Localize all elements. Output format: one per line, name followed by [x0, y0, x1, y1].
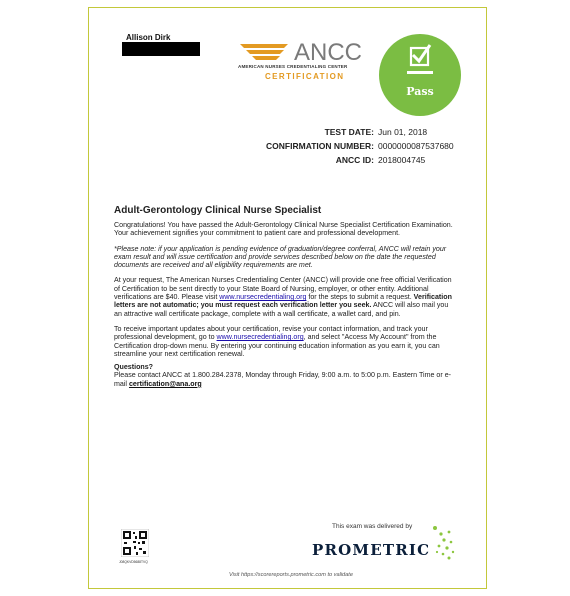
pass-label: Pass	[406, 85, 434, 98]
pass-badge	[379, 34, 461, 116]
congrats-paragraph: Congratulations! You have passed the Adult-Gerontology Clinical Nurse Specialist Certification Examination. Your achievement signifies your commitment to patient care and professional development.	[114, 221, 453, 238]
qr-code[interactable]	[121, 529, 149, 567]
ancc-subtitle: AMERICAN NURSES CREDENTIALING CENTER	[238, 64, 348, 69]
prometric-logo: PROMETRIC	[312, 541, 431, 559]
questions-paragraph	[114, 363, 454, 388]
ancc-certification-label: CERTIFICATION	[265, 72, 345, 81]
text-span: Please contact ANCC at 1.800.284.2378, Monday through Friday, 9:00 a.m. to 5:00 p.m. Eastern Time or e-mail	[114, 371, 452, 388]
note-paragraph: *Please note: if your application is pending evidence of graduation/degree conferral, ANCC will retain your exam result and will issue certification and provide services described below on the date the requested documents are received and all eligibility requirements are met.	[114, 244, 447, 270]
qr-code-icon	[121, 529, 149, 557]
text-span: To receive important updates about your certification, revise your contact information, and track your professional development, go to	[114, 324, 428, 342]
meta-value: Jun 01, 2018	[378, 127, 428, 137]
meta-label: ANCC ID:	[335, 155, 374, 165]
meta-value: 2018004745	[378, 155, 426, 165]
redaction-block	[122, 42, 200, 56]
meta-label: CONFIRMATION NUMBER:	[266, 141, 374, 151]
meta-label: TEST DATE:	[324, 127, 374, 137]
score-report-page	[88, 7, 487, 589]
candidate-name: Allison Dirk	[126, 33, 171, 42]
meta-row-ancc-id	[229, 153, 454, 167]
questions-heading: Questions?	[114, 363, 154, 372]
meta-row-test-date	[229, 125, 454, 139]
check-icon	[379, 34, 461, 84]
meta-row-confirmation	[229, 139, 454, 153]
updates-paragraph	[114, 325, 454, 358]
prometric-star-icon	[429, 522, 457, 566]
text-span: , and select "Access My Account" from the Certification drop-down menu. By entering your continuing education information as you earn it, you can streamline your next certification renewal.	[114, 333, 440, 358]
email-link[interactable]: certification@ana.org	[128, 379, 202, 388]
text-span: for the steps to submit a request.	[306, 293, 414, 302]
text-span: ANCC will also mail you an attractive wall certificate package, complete with a wall certificate, a wallet card, and pin.	[114, 301, 449, 318]
nursecredentialing-link[interactable]: www.nursecredentialing.org	[216, 333, 304, 342]
validate-note: Visit https://scorereports.prometric.com to validate	[229, 572, 353, 578]
exam-meta	[229, 125, 454, 167]
bold-notice: Verification letters are not automatic; you must request each verification letter you seek.	[114, 293, 452, 310]
certification-title: Adult-Gerontology Clinical Nurse Specialist	[114, 205, 322, 216]
report-body	[114, 221, 454, 395]
ancc-wordmark: ANCC	[294, 39, 363, 64]
ancc-wing-icon	[238, 38, 378, 64]
nursecredentialing-link[interactable]: www.nursecredentialing.org	[219, 293, 307, 302]
delivered-by-text: This exam was delivered by	[332, 523, 413, 530]
text-span: At your request, The American Nurses Credentialing Center (ANCC) will provide one free official Verification of Certification to be sent directly to your State Board of Nursing, employer, or other entity. Additional verifications are $40. Please visit	[114, 276, 452, 302]
meta-value: 0000000087537680	[378, 141, 454, 151]
verification-paragraph	[114, 276, 454, 317]
qr-id-text: J08QKVD5688TVQ	[119, 560, 148, 564]
